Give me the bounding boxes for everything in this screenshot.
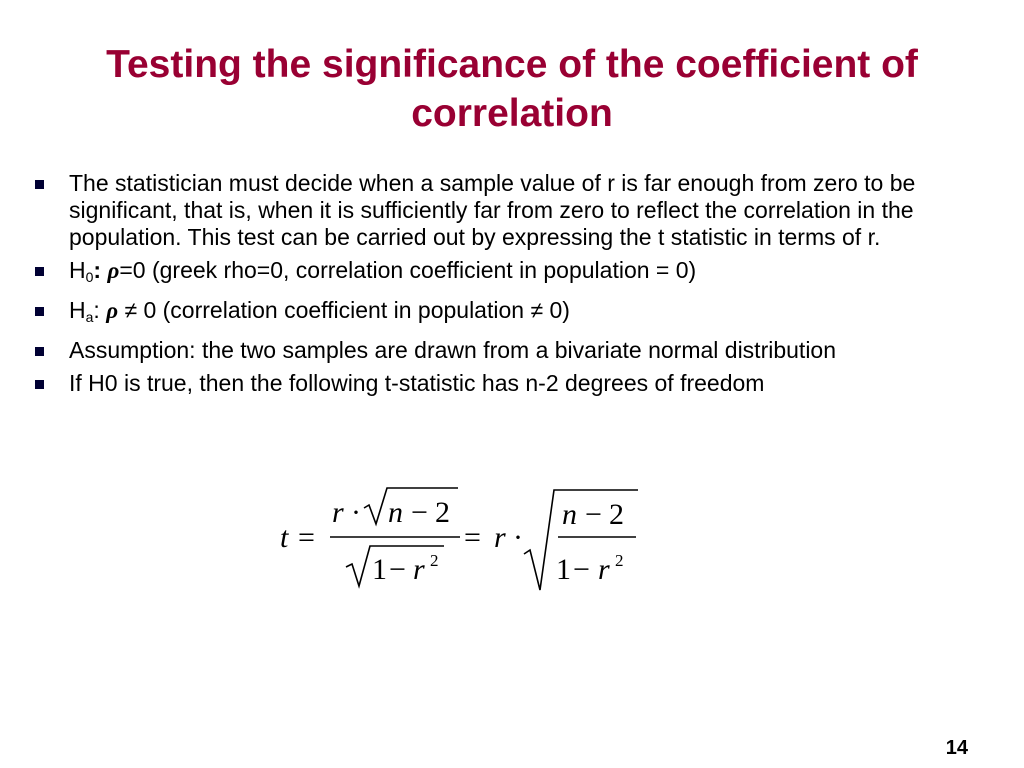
formula-equals: = [464, 521, 481, 554]
formula-dot: · [351, 496, 361, 529]
square-bullet-icon [35, 267, 44, 276]
t-statistic-formula [272, 478, 652, 598]
formula-minus: − [585, 498, 602, 531]
square-bullet-icon [35, 180, 44, 189]
rho-symbol: ρ [107, 258, 120, 283]
bullet-item-alt-hypothesis [30, 297, 980, 331]
formula-r: r [598, 553, 610, 586]
formula-one: 1 [556, 553, 571, 586]
formula-minus: − [389, 553, 406, 586]
formula-dot: · [513, 521, 523, 554]
formula-r: r [413, 553, 425, 586]
bullet-text: The statistician must decide when a sample value of r is far enough from zero to be significant, that is, when it is sufficiently far from zero to reflect the correlation in the population. This test can be carried out by expressing the t statistic in terms of r. [69, 170, 916, 250]
formula-n: n [388, 496, 403, 529]
hypothesis-text: ≠ 0 (correlation coefficient in population ≠ 0) [118, 297, 570, 323]
formula-n: n [562, 498, 577, 531]
formula-r: r [494, 521, 506, 554]
formula-r: r [332, 496, 344, 529]
bullet-item-description [30, 170, 980, 251]
formula-svg [272, 478, 652, 598]
formula-two: 2 [609, 498, 624, 531]
formula-t: t [280, 521, 289, 554]
hypothesis-subscript: a [85, 309, 94, 325]
formula-square: 2 [615, 551, 624, 570]
formula-minus: − [573, 553, 590, 586]
bullet-item-assumption [30, 337, 980, 364]
formula-one: 1 [372, 553, 387, 586]
hypothesis-h: H [69, 297, 86, 323]
bullet-text: If H0 is true, then the following t-statistic has n-2 degrees of freedom [69, 370, 765, 396]
bullet-list [30, 170, 980, 403]
formula-equals: = [298, 521, 315, 554]
formula-square: 2 [430, 551, 439, 570]
formula-two: 2 [435, 496, 450, 529]
page-number: 14 [945, 737, 968, 759]
hypothesis-text: =0 (greek rho=0, correlation coefficient in population = 0) [119, 257, 697, 283]
hypothesis-h: H [69, 257, 86, 283]
rho-symbol: ρ [106, 298, 119, 323]
bullet-item-null-hypothesis [30, 257, 980, 291]
hypothesis-subscript: 0 [85, 269, 94, 285]
slide-title: Testing the significance of the coefficient of correlation [106, 43, 918, 135]
square-bullet-icon [35, 380, 44, 389]
square-bullet-icon [35, 347, 44, 356]
hypothesis-colon: : [93, 297, 100, 323]
hypothesis-colon: : [93, 257, 102, 283]
bullet-item-t-statistic [30, 370, 980, 397]
formula-minus: − [411, 496, 428, 529]
bullet-text: Assumption: the two samples are drawn from a bivariate normal distribution [69, 337, 837, 363]
square-bullet-icon [35, 307, 44, 316]
